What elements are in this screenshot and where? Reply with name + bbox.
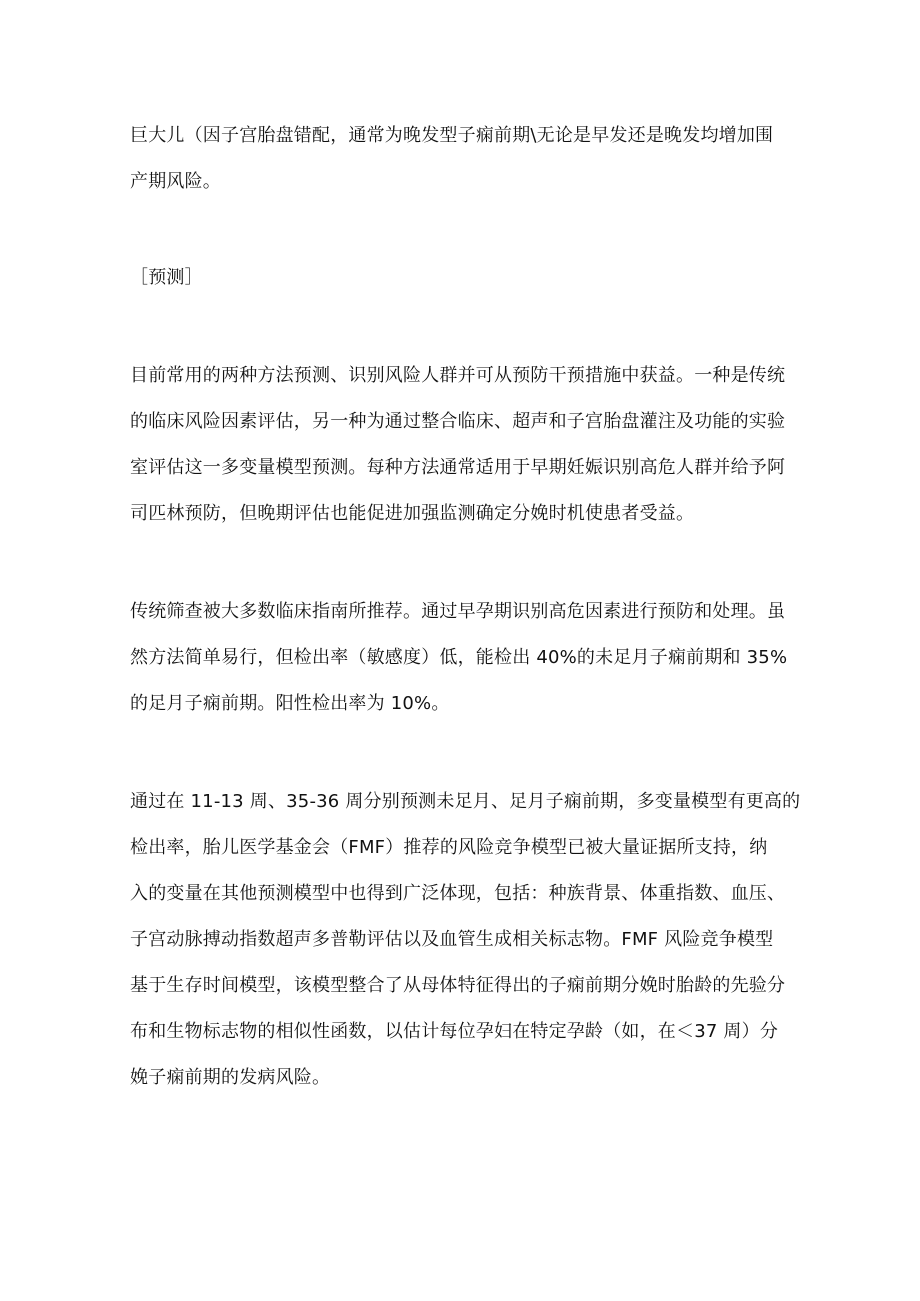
section-heading: ［预测］	[130, 267, 203, 288]
text-line: 目前常用的两种方法预测、识别风险人群并可从预防干预措施中获益。一种是传统	[130, 365, 786, 386]
text-line: 入的变量在其他预测模型中也得到广泛体现，包括：种族背景、体重指数、血压、	[130, 883, 786, 904]
text-line: 的临床风险因素评估，另一种为通过整合临床、超声和子宫胎盘灌注及功能的实验	[130, 411, 786, 432]
text-line: 的足月子痫前期。阳性检出率为 10%。	[130, 693, 450, 714]
text-line: 布和生物标志物的相似性函数，以估计每位孕妇在特定孕龄（如，在＜37 周）分	[130, 1021, 779, 1042]
text-line: 产期风险。	[130, 171, 221, 192]
text-line: 检出率，胎儿医学基金会（FMF）推荐的风险竞争模型已被大量证据所支持，纳	[130, 837, 768, 858]
text-line: 巨大儿（因子宫胎盘错配，通常为晚发型子痫前期\无论是早发还是晚发均增加围	[130, 125, 774, 146]
text-line: 子宫动脉搏动指数超声多普勒评估以及血管生成相关标志物。FMF 风险竞争模型	[130, 929, 774, 950]
text-line: 通过在 11-13 周、35-36 周分别预测未足月、足月子痫前期，多变量模型有更高的	[130, 791, 801, 812]
text-line: 娩子痫前期的发病风险。	[130, 1067, 331, 1088]
text-line: 然方法简单易行，但检出率（敏感度）低，能检出 40%的未足月子痫前期和 35%	[130, 647, 788, 668]
text-line: 基于生存时间模型，该模型整合了从母体特征得出的子痫前期分娩时胎龄的先验分	[130, 975, 786, 996]
text-line: 司匹林预防，但晚期评估也能促进加强监测确定分娩时机使患者受益。	[130, 503, 695, 524]
text-line: 室评估这一多变量模型预测。每种方法通常适用于早期妊娠识别高危人群并给予阿	[130, 457, 786, 478]
text-line: 传统筛查被大多数临床指南所推荐。通过早孕期识别高危因素进行预防和处理。虽	[130, 601, 786, 622]
